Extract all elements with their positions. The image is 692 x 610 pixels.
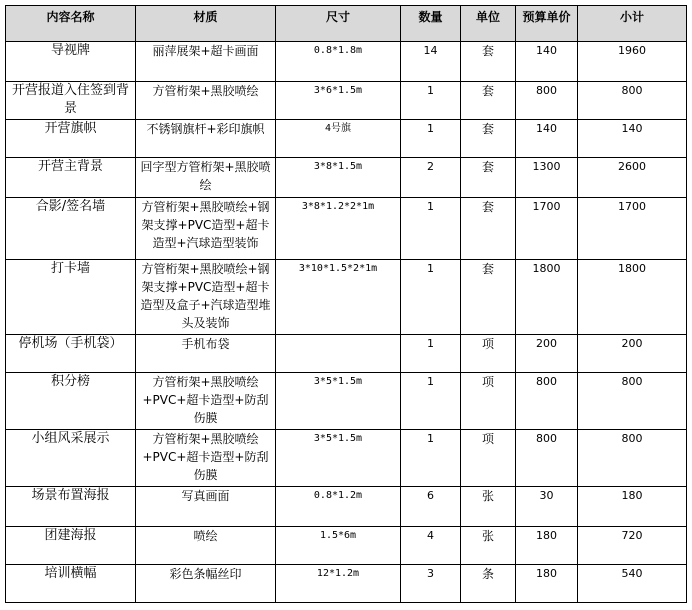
table-row bbox=[6, 527, 687, 565]
cell-material: 写真画面 bbox=[136, 487, 276, 527]
cell-size bbox=[276, 335, 401, 373]
cell-name: 小组风采展示 bbox=[6, 430, 136, 487]
table-row bbox=[6, 565, 687, 603]
cell-name: 培训横幅 bbox=[6, 565, 136, 603]
cell-size: 1.5*6m bbox=[276, 527, 401, 565]
cell-subtotal: 180 bbox=[578, 487, 687, 527]
cell-size: 12*1.2m bbox=[276, 565, 401, 603]
cell-price: 1300 bbox=[516, 158, 578, 198]
cell-price: 180 bbox=[516, 565, 578, 603]
header-row bbox=[6, 6, 687, 42]
cell-name: 开营报道入住签到背景 bbox=[6, 82, 136, 120]
budget-table bbox=[5, 5, 687, 603]
cell-name: 开营主背景 bbox=[6, 158, 136, 198]
table-row bbox=[6, 82, 687, 120]
cell-subtotal: 540 bbox=[578, 565, 687, 603]
cell-name: 开营旗帜 bbox=[6, 120, 136, 158]
header-qty: 数量 bbox=[401, 6, 461, 42]
header-material: 材质 bbox=[136, 6, 276, 42]
table-row bbox=[6, 335, 687, 373]
table-row bbox=[6, 373, 687, 430]
cell-qty: 4 bbox=[401, 527, 461, 565]
cell-name: 团建海报 bbox=[6, 527, 136, 565]
header-name: 内容名称 bbox=[6, 6, 136, 42]
cell-qty: 1 bbox=[401, 335, 461, 373]
cell-unit: 项 bbox=[461, 335, 516, 373]
cell-size: 3*8*1.2*2*1m bbox=[276, 198, 401, 260]
cell-price: 140 bbox=[516, 120, 578, 158]
cell-material: 方管桁架+黑胶喷绘+PVC+超卡造型+防刮伤膜 bbox=[136, 373, 276, 430]
cell-unit: 套 bbox=[461, 120, 516, 158]
table-row bbox=[6, 120, 687, 158]
cell-name: 场景布置海报 bbox=[6, 487, 136, 527]
cell-qty: 3 bbox=[401, 565, 461, 603]
cell-qty: 1 bbox=[401, 260, 461, 335]
table-row bbox=[6, 158, 687, 198]
cell-subtotal: 200 bbox=[578, 335, 687, 373]
table-row bbox=[6, 260, 687, 335]
cell-unit: 条 bbox=[461, 565, 516, 603]
cell-subtotal: 800 bbox=[578, 373, 687, 430]
cell-subtotal: 1960 bbox=[578, 42, 687, 82]
cell-qty: 1 bbox=[401, 82, 461, 120]
cell-size: 0.8*1.2m bbox=[276, 487, 401, 527]
cell-material: 方管桁架+黑胶喷绘 bbox=[136, 82, 276, 120]
header-size: 尺寸 bbox=[276, 6, 401, 42]
cell-subtotal: 800 bbox=[578, 430, 687, 487]
cell-material: 丽萍展架+超卡画面 bbox=[136, 42, 276, 82]
cell-name: 停机场（手机袋） bbox=[6, 335, 136, 373]
cell-material: 彩色条幅丝印 bbox=[136, 565, 276, 603]
cell-size: 3*6*1.5m bbox=[276, 82, 401, 120]
cell-material: 方管桁架+黑胶喷绘+钢架支撑+PVC造型+超卡造型及盒子+汽球造型堆头及装饰 bbox=[136, 260, 276, 335]
cell-material: 喷绘 bbox=[136, 527, 276, 565]
cell-qty: 1 bbox=[401, 373, 461, 430]
cell-price: 180 bbox=[516, 527, 578, 565]
cell-qty: 2 bbox=[401, 158, 461, 198]
cell-unit: 张 bbox=[461, 487, 516, 527]
cell-unit: 套 bbox=[461, 82, 516, 120]
cell-material: 手机布袋 bbox=[136, 335, 276, 373]
cell-size: 4号旗 bbox=[276, 120, 401, 158]
cell-size: 0.8*1.8m bbox=[276, 42, 401, 82]
cell-unit: 套 bbox=[461, 42, 516, 82]
cell-price: 1700 bbox=[516, 198, 578, 260]
header-unit: 单位 bbox=[461, 6, 516, 42]
cell-price: 140 bbox=[516, 42, 578, 82]
cell-unit: 套 bbox=[461, 260, 516, 335]
cell-name: 积分榜 bbox=[6, 373, 136, 430]
cell-size: 3*8*1.5m bbox=[276, 158, 401, 198]
table-row bbox=[6, 487, 687, 527]
cell-unit: 项 bbox=[461, 373, 516, 430]
cell-subtotal: 2600 bbox=[578, 158, 687, 198]
cell-subtotal: 1800 bbox=[578, 260, 687, 335]
header-price: 预算单价 bbox=[516, 6, 578, 42]
table-row bbox=[6, 430, 687, 487]
cell-price: 800 bbox=[516, 430, 578, 487]
cell-qty: 14 bbox=[401, 42, 461, 82]
cell-qty: 1 bbox=[401, 120, 461, 158]
cell-price: 800 bbox=[516, 82, 578, 120]
cell-price: 200 bbox=[516, 335, 578, 373]
header-subtotal: 小计 bbox=[578, 6, 687, 42]
cell-name: 打卡墙 bbox=[6, 260, 136, 335]
cell-qty: 1 bbox=[401, 430, 461, 487]
cell-qty: 6 bbox=[401, 487, 461, 527]
cell-name: 合影/签名墙 bbox=[6, 198, 136, 260]
cell-qty: 1 bbox=[401, 198, 461, 260]
cell-unit: 张 bbox=[461, 527, 516, 565]
cell-size: 3*5*1.5m bbox=[276, 373, 401, 430]
cell-size: 3*10*1.5*2*1m bbox=[276, 260, 401, 335]
cell-unit: 套 bbox=[461, 198, 516, 260]
cell-price: 800 bbox=[516, 373, 578, 430]
cell-price: 1800 bbox=[516, 260, 578, 335]
cell-subtotal: 140 bbox=[578, 120, 687, 158]
cell-size: 3*5*1.5m bbox=[276, 430, 401, 487]
cell-subtotal: 800 bbox=[578, 82, 687, 120]
cell-material: 方管桁架+黑胶喷绘+钢架支撑+PVC造型+超卡造型+汽球造型装饰 bbox=[136, 198, 276, 260]
cell-name: 导视牌 bbox=[6, 42, 136, 82]
cell-subtotal: 1700 bbox=[578, 198, 687, 260]
cell-material: 不锈钢旗杆+彩印旗帜 bbox=[136, 120, 276, 158]
cell-price: 30 bbox=[516, 487, 578, 527]
table-row bbox=[6, 198, 687, 260]
table-row bbox=[6, 42, 687, 82]
cell-subtotal: 720 bbox=[578, 527, 687, 565]
cell-material: 回字型方管桁架+黑胶喷绘 bbox=[136, 158, 276, 198]
cell-material: 方管桁架+黑胶喷绘+PVC+超卡造型+防刮伤膜 bbox=[136, 430, 276, 487]
cell-unit: 套 bbox=[461, 158, 516, 198]
cell-unit: 项 bbox=[461, 430, 516, 487]
